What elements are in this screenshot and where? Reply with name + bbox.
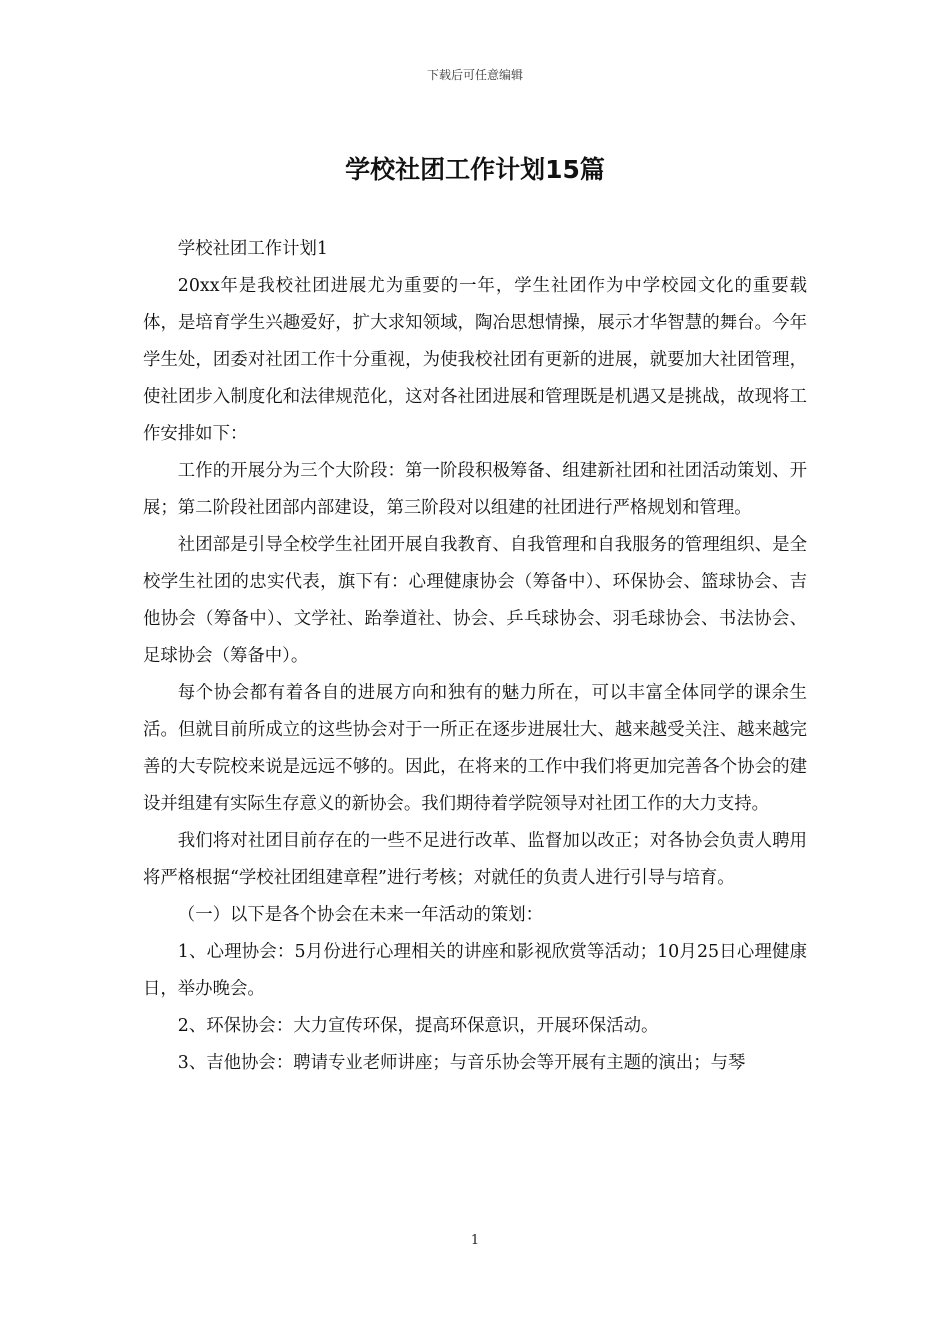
list-item: 1、心理协会：5月份进行心理相关的讲座和影视欣赏等活动；10月25日心理健康日，举办晚会。 xyxy=(143,942,807,999)
document-body xyxy=(143,231,807,1082)
paragraph: 每个协会都有着各自的进展方向和独有的魅力所在，可以丰富全体同学的课余生活。但就目前所成立的这些协会对于一所正在逐步进展壮大、越来越受关注、越来越完善的大专院校来说是远远不够的。因此，在将来的工作中我们将更加完善各个协会的建设并组建有实际生存意义的新协会。我们期待着学院领导对社团工作的大力支持。 xyxy=(143,683,807,814)
header-note: 下载后可任意编辑 xyxy=(426,68,523,82)
paragraph: 社团部是引导全校学生社团开展自我教育、自我管理和自我服务的管理组织、是全校学生社团的忠实代表，旗下有：心理健康协会（筹备中）、环保协会、篮球协会、吉他协会（筹备中）、文学社、跆拳道社、协会、乒乓球协会、羽毛球协会、书法协会、足球协会（筹备中）。 xyxy=(143,535,807,666)
document-title: 学校社团工作计划15篇 xyxy=(345,155,605,184)
paragraph: 工作的开展分为三个大阶段：第一阶段积极筹备、组建新社团和社团活动策划、开展；第二阶段社团部内部建设，第三阶段对以组建的社团进行严格规划和管理。 xyxy=(143,461,807,518)
paragraph-subheading: （一）以下是各个协会在未来一年活动的策划： xyxy=(177,905,544,925)
page-number: 1 xyxy=(470,1233,480,1248)
list-item: 2、环保协会：大力宣传环保，提高环保意识，开展环保活动。 xyxy=(177,1016,659,1036)
paragraph: 我们将对社团目前存在的一些不足进行改革、监督加以改正；对各协会负责人聘用将严格根据“学校社团组建章程”进行考核；对就任的负责人进行引导与培育。 xyxy=(143,831,807,888)
paragraph-section-heading: 学校社团工作计划1 xyxy=(177,239,328,259)
list-item: 3、吉他协会：聘请专业老师讲座；与音乐协会等开展有主题的演出；与琴 xyxy=(177,1053,746,1073)
paragraph: 20xx年是我校社团进展尤为重要的一年，学生社团作为中学校园文化的重要载体，是培育学生兴趣爱好，扩大求知领域，陶冶思想情操，展示才华智慧的舞台。今年学生处，团委对社团工作十分重视，为使我校社团有更新的进展，就要加大社团管理，使社团步入制度化和法律规范化，这对各社团进展和管理既是机遇又是挑战，故现将工作安排如下： xyxy=(143,276,807,444)
